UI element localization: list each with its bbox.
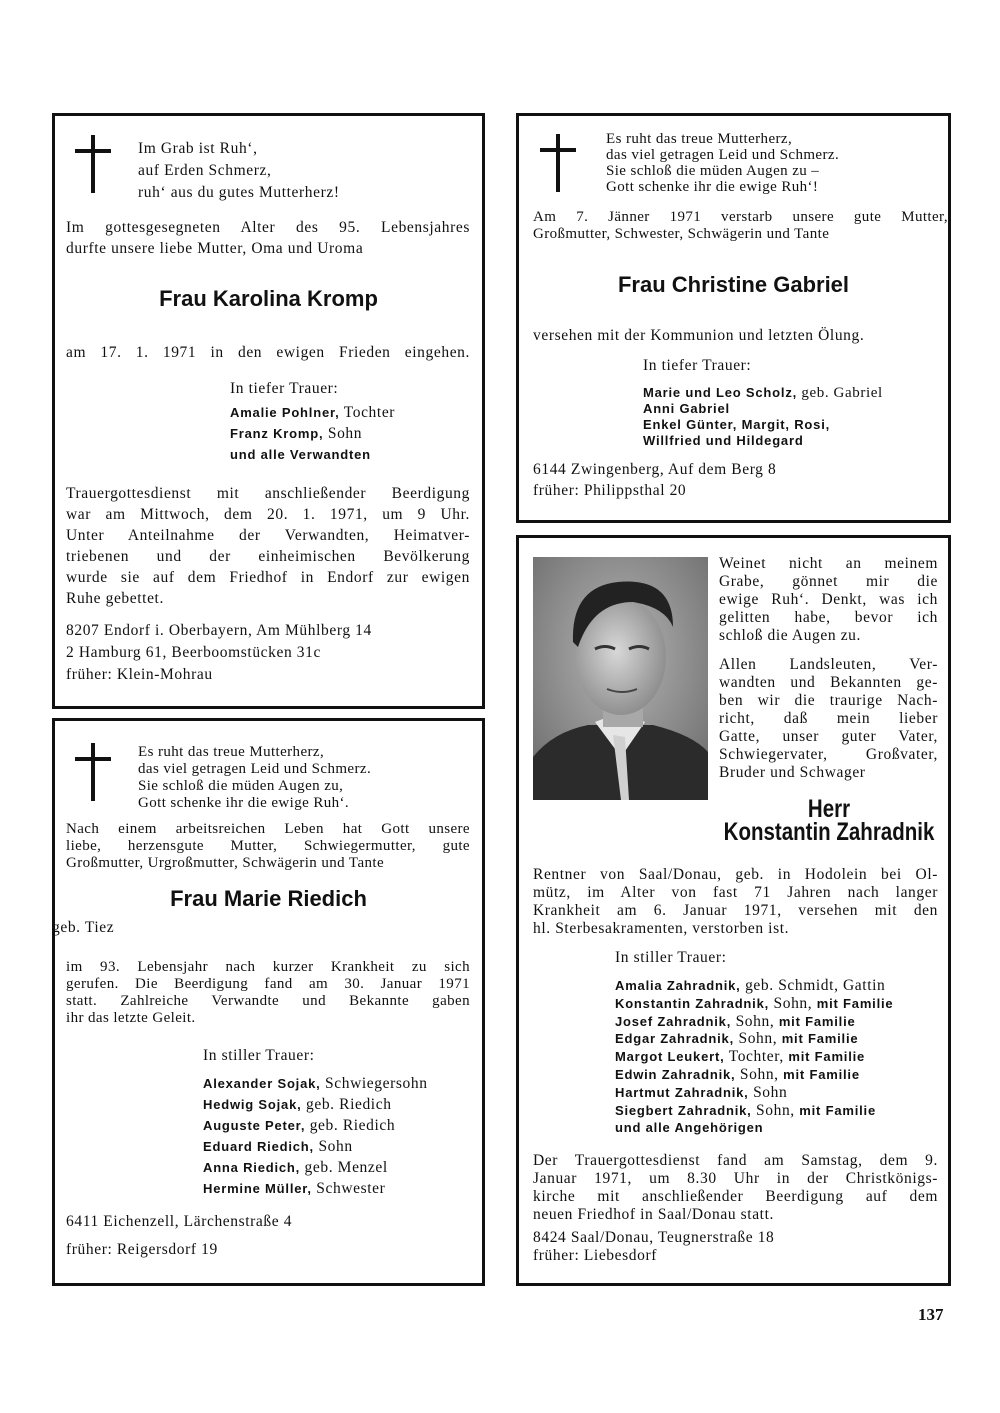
text-line: Krankheit am 6. Januar 1971, versehen mit den	[533, 902, 938, 919]
intro-line: Am 7. Jänner 1971 verstarb unsere gute Mutter,	[533, 209, 948, 225]
service-line: war am Mittwoch, dem 20. 1. 1971, um 9 Uhr.	[66, 506, 470, 523]
address-line: früher: Philippsthal 20	[533, 482, 687, 499]
verse-line: schloß die Augen zu.	[719, 627, 862, 644]
poem-line: das viel getragen Leid und Schmerz.	[138, 761, 372, 777]
service-line: triebenen und der einheimischen Bevölkerung	[66, 548, 470, 565]
poem-line: Im Grab ist Ruh‘,	[138, 140, 258, 157]
text-line: ihr das letzte Geleit.	[66, 1010, 196, 1026]
mourner-name: mit Familie	[778, 1013, 856, 1029]
mourner-relation: geb. Menzel	[300, 1159, 388, 1176]
message-line: Gatte, unser guter Vater,	[719, 728, 938, 745]
mourner-name: Margot Leukert,	[615, 1049, 725, 1065]
service-line: kirche mit anschließender Beerdigung auf dem	[533, 1188, 938, 1205]
text-line: am 17. 1. 1971 in den ewigen Frieden eingehen.	[66, 344, 470, 361]
mourner-line	[203, 1075, 428, 1093]
mourner-name: und alle Verwandten	[230, 447, 371, 462]
message-line: wandten und Bekannten ge-	[719, 674, 938, 691]
verse-line: gelitten habe, bevor ich	[719, 609, 938, 626]
mourner-name: mit Familie	[816, 995, 894, 1011]
mourner-name: Marie und Leo Scholz,	[643, 385, 798, 400]
message-line: Allen Landsleuten, Ver-	[719, 656, 938, 673]
poem-line: Gott schenke ihr die ewige Ruh‘.	[138, 795, 350, 811]
service-line: Unter Anteilnahme der Verwandten, Heimatver-	[66, 527, 470, 544]
address-line: früher: Liebesdorf	[533, 1247, 657, 1264]
mourner-line	[203, 1138, 353, 1156]
mourner-relation: Sohn,	[731, 1012, 779, 1030]
poem-line: Es ruht das treue Mutterherz,	[138, 744, 325, 760]
mourner-name: Willfried und Hildegard	[643, 433, 804, 448]
intro-line: Nach einem arbeitsreichen Leben hat Gott unsere	[66, 821, 470, 837]
service-line: wurde sie auf dem Friedhof in Endorf zur ewigen	[66, 569, 470, 586]
mourner-name: Siegbert Zahradnik,	[615, 1102, 752, 1118]
text-line: hl. Sterbesakramenten, verstorben ist.	[533, 920, 790, 937]
mourner-name: Josef Zahradnik,	[615, 1013, 732, 1029]
poem-line: Gott schenke ihr die ewige Ruh‘!	[606, 179, 819, 195]
intro-line: Im gottesgesegneten Alter des 95. Lebensjahres	[66, 219, 470, 236]
mourning-label: In stiller Trauer:	[615, 949, 727, 966]
address-line: 6411 Eichenzell, Lärchenstraße 4	[66, 1213, 293, 1230]
mourner-line	[615, 977, 885, 995]
mourner-name: Konstantin Zahradnik,	[615, 995, 770, 1011]
mourner-name: Anni Gabriel	[643, 401, 730, 416]
text-line: gerufen. Die Beerdigung fand am 30. Januar 1971	[66, 976, 470, 992]
poem-line: auf Erden Schmerz,	[138, 162, 272, 179]
text-line: versehen mit der Kommunion und letzten Ölung.	[533, 327, 865, 344]
intro-line: Großmutter, Urgroßmutter, Schwägerin und Tante	[66, 855, 385, 871]
poem-line: Es ruht das treue Mutterherz,	[606, 131, 793, 147]
mourner-relation: Tochter,	[724, 1048, 789, 1066]
honorific-title: Herr	[807, 795, 851, 823]
mourner-line	[615, 1102, 876, 1120]
address-line: 6144 Zwingenberg, Auf dem Berg 8	[533, 461, 777, 478]
mourner-line	[615, 1119, 763, 1137]
service-line: neuen Friedhof in Saal/Donau statt.	[533, 1206, 774, 1223]
poem-line: ruh‘ aus du gutes Mutterherz!	[138, 184, 340, 201]
mourner-relation: Sohn	[323, 425, 363, 442]
mourner-line	[230, 425, 362, 443]
address-line: früher: Klein-Mohrau	[66, 666, 213, 683]
text-line: statt. Zahlreiche Verwandte und Bekannte gaben	[66, 993, 470, 1009]
text-line: Rentner von Saal/Donau, geb. in Hodolein bei Ol-	[533, 866, 938, 883]
mourner-name: mit Familie	[783, 1067, 860, 1082]
deceased-name: Frau Karolina Kromp	[159, 286, 378, 311]
poem-line: das viel getragen Leid und Schmerz.	[606, 147, 840, 163]
message-line: Schwiegervater, Großvater,	[719, 746, 938, 763]
address-line: 2 Hamburg 61, Beerboomstücken 31c	[66, 644, 321, 661]
address-line: 8207 Endorf i. Oberbayern, Am Mühlberg 14	[66, 622, 372, 639]
mourner-name: Hermine Müller,	[203, 1181, 312, 1196]
portrait-photo	[533, 557, 708, 800]
mourning-label: In tiefer Trauer:	[643, 357, 752, 374]
mourner-name: Amalia Zahradnik,	[615, 978, 741, 993]
deceased-name: Frau Marie Riedich	[170, 886, 367, 911]
mourner-name: Franz Kromp,	[230, 426, 324, 441]
mourner-relation: Sohn	[313, 1138, 353, 1155]
mourner-name: Amalie Pohlner,	[230, 405, 340, 420]
mourner-line	[615, 995, 893, 1013]
mourner-relation: geb. Schmidt, Gattin	[740, 977, 886, 994]
text-line: im 93. Lebensjahr nach kurzer Krankheit zu sich	[66, 959, 470, 975]
mourner-relation: geb. Riedich	[305, 1117, 396, 1134]
maiden-name: geb. Tiez	[52, 919, 115, 936]
mourner-name: mit Familie	[781, 1031, 859, 1047]
poem-line: Sie schloß die müden Augen zu,	[138, 778, 344, 794]
verse-line: Grabe, gönnet mir die	[719, 573, 938, 590]
mourner-line	[230, 446, 371, 464]
mourner-relation: Sohn,	[734, 1030, 782, 1048]
verse-line: ewige Ruh‘. Denkt, was ich	[719, 591, 938, 608]
mourner-line	[615, 1013, 856, 1031]
mourning-label: In stiller Trauer:	[203, 1047, 315, 1064]
mourner-name: mit Familie	[799, 1102, 876, 1118]
mourner-relation: Tochter	[339, 404, 396, 421]
mourner-relation: Schwiegersohn	[320, 1075, 428, 1092]
intro-line: liebe, herzensgute Mutter, Schwiegermutter, gute	[66, 838, 470, 854]
intro-line: Großmutter, Schwester, Schwägerin und Tante	[533, 226, 830, 242]
message-line: ben wir die traurige Nach-	[719, 692, 938, 709]
mourner-name: Edwin Zahradnik,	[615, 1067, 736, 1082]
mourner-relation: Sohn,	[751, 1101, 800, 1119]
intro-line: durfte unsere liebe Mutter, Oma und Uroma	[66, 240, 364, 257]
mourner-line	[615, 1030, 858, 1048]
mourner-line	[203, 1159, 388, 1177]
mourner-line	[203, 1180, 385, 1198]
mourner-name: Anna Riedich,	[203, 1160, 301, 1175]
mourner-name: und alle Angehörigen	[615, 1120, 764, 1136]
mourner-line	[615, 1048, 865, 1066]
mourner-name: Eduard Riedich,	[203, 1139, 314, 1154]
service-line: Trauergottesdienst mit anschließender Beerdigung	[66, 485, 470, 502]
mourner-relation: Sohn,	[735, 1066, 784, 1083]
mourner-line	[615, 1084, 787, 1102]
mourner-line	[615, 1066, 860, 1084]
mourner-relation: geb. Riedich	[301, 1096, 392, 1113]
mourner-relation: Sohn,	[769, 994, 817, 1012]
mourner-name: Hartmut Zahradnik,	[615, 1084, 749, 1100]
mourner-name: Edgar Zahradnik,	[615, 1031, 734, 1047]
mourner-line	[230, 404, 395, 422]
mourner-line	[203, 1117, 395, 1135]
message-line: Bruder und Schwager	[719, 764, 866, 781]
service-line: Januar 1971, um 8.30 Uhr in der Christkönigs-	[533, 1170, 938, 1187]
message-line: richt, daß mein lieber	[719, 710, 938, 727]
service-line: Ruhe gebettet.	[66, 590, 164, 607]
mourner-name: Alexander Sojak,	[203, 1076, 321, 1091]
mourning-label: In tiefer Trauer:	[230, 380, 339, 397]
mourner-relation: Sohn	[748, 1083, 788, 1101]
verse-line: Weinet nicht an meinem	[719, 555, 938, 572]
mourner-relation: geb. Gabriel	[797, 385, 883, 401]
mourner-name: Hedwig Sojak,	[203, 1097, 302, 1112]
deceased-name: Konstantin Zahradnik	[723, 818, 935, 846]
poem-line: Sie schloß die müden Augen zu –	[606, 163, 820, 179]
mourner-name: Auguste Peter,	[203, 1118, 306, 1133]
mourner-name: mit Familie	[788, 1049, 866, 1065]
mourner-line	[203, 1096, 392, 1114]
mourner-line	[643, 432, 804, 450]
service-line: Der Trauergottesdienst fand am Samstag, dem 9.	[533, 1152, 938, 1169]
text-line: mütz, im Alter von fast 71 Jahren nach langer	[533, 884, 938, 901]
deceased-name: Frau Christine Gabriel	[617, 272, 850, 297]
address-line: früher: Reigersdorf 19	[66, 1241, 218, 1258]
mourner-name: Enkel Günter, Margit, Rosi,	[643, 417, 831, 432]
page-number: 137	[918, 1305, 944, 1324]
address-line: 8424 Saal/Donau, Teugnerstraße 18	[533, 1229, 775, 1246]
mourner-relation: Schwester	[311, 1180, 386, 1197]
